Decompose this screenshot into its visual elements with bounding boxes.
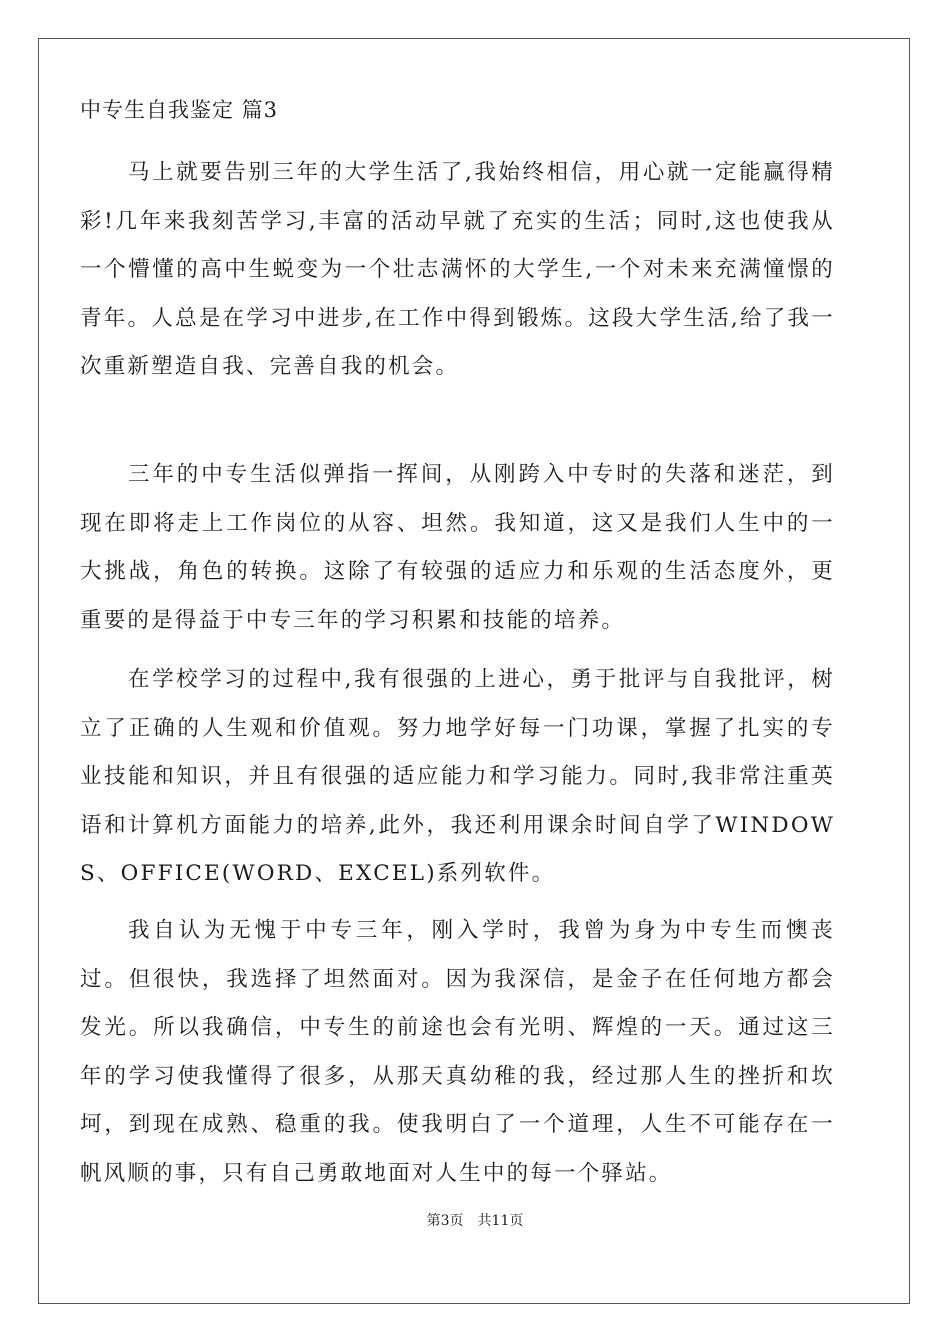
paragraph-2: 三年的中专生活似弹指一挥间，从刚跨入中专时的失落和迷茫，到现在即将走上工作岗位的从容、坦然。我知道，这又是我们人生中的一大挑战，角色的转换。这除了有较强的适应力和乐观的生活态度外，更重要的是得益于中专三年的学习积累和技能的培养。 — [80, 462, 835, 633]
document-title: 中专生自我鉴定 篇3 — [80, 98, 279, 122]
page-number: 第3页 — [426, 1213, 464, 1229]
paragraph-1: 马上就要告别三年的大学生活了,我始终相信，用心就一定能赢得精彩!几年来我刻苦学习,丰富的活动早就了充实的生活；同时,这也使我从一个懵懂的高中生蜕变为一个壮志满怀的大学生,一个对未来充满憧憬的青年。人总是在学习中进步,在工作中得到锻炼。这段大学生活,给了我一次重新塑造自我、完善自我的机会。 — [80, 160, 835, 379]
page-footer — [0, 1212, 950, 1230]
paragraph-3: 在学校学习的过程中,我有很强的上进心，勇于批评与自我批评，树立了正确的人生观和价值观。努力地学好每一门功课，掌握了扎实的专业技能和知识，并且有很强的适应能力和学习能力。同时,我非常注重英语和计算机方面能力的培养,此外，我还利用课余时间自学了WINDOWS、OFFICE(WORD、EXCEL)系列软件。 — [80, 667, 835, 886]
total-pages: 共11页 — [477, 1213, 524, 1229]
paragraph-4: 我自认为无愧于中专三年，刚入学时，我曾为身为中专生而懊丧过。但很快，我选择了坦然面对。因为我深信，是金子在任何地方都会发光。所以我确信，中专生的前途也会有光明、辉煌的一天。通过这三年的学习使我懂得了很多，从那天真幼稚的我，经过那人生的挫折和坎坷，到现在成熟、稳重的我。使我明白了一个道理，人生不可能存在一帆风顺的事，只有自己勇敢地面对人生中的每一个驿站。 — [80, 918, 835, 1186]
